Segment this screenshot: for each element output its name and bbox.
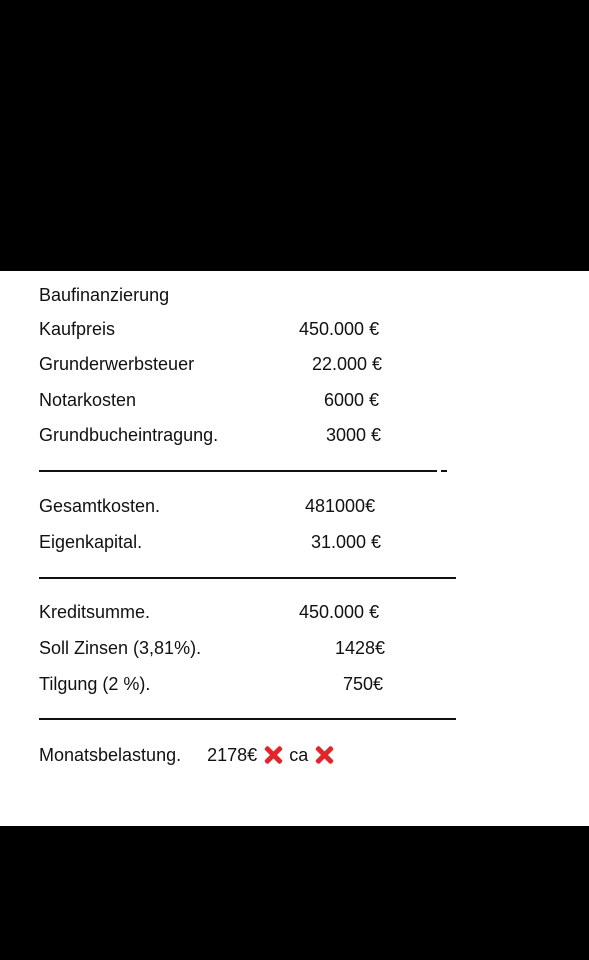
cost-row-kaufpreis [39,319,419,345]
row-label: Gesamtkosten. [39,496,161,516]
row-label: Kreditsumme. [39,602,151,622]
cost-row-grunderwerbsteuer [39,354,419,380]
total-value: 2178€ [207,744,258,765]
row-value: 750€ [343,674,384,694]
row-value: 31.000 € [311,532,382,552]
row-value: 450.000 € [299,602,380,622]
total-label: Monatsbelastung. [39,744,182,765]
cross-mark-icon [313,744,335,766]
row-value: 481000€ [305,496,376,516]
row-label: Notarkosten [39,390,137,410]
note-document [0,271,589,826]
credit-row-kreditsumme [39,602,419,628]
separator-line [39,718,456,720]
separator-line [39,470,437,472]
credit-row-soll-zinsen [39,638,419,664]
separator-line [39,577,456,579]
row-label: Tilgung (2 %). [39,674,151,694]
cost-row-grundbucheintragung [39,425,419,451]
row-label: Grundbucheintragung. [39,425,219,445]
row-label: Eigenkapital. [39,532,143,552]
cost-row-notarkosten [39,390,419,416]
summary-row-eigenkapital [39,532,419,558]
row-value: 450.000 € [299,319,380,339]
row-label: Grunderwerbsteuer [39,354,195,374]
row-label: Soll Zinsen (3,81%). [39,638,202,658]
row-value: 22.000 € [312,354,383,374]
total-approx: ca [289,744,309,765]
bottom-black-bar [0,826,589,960]
total-row-monatsbelastung [39,744,335,766]
row-label: Kaufpreis [39,319,116,339]
summary-row-gesamtkosten [39,496,419,522]
row-value: 6000 € [324,390,380,410]
top-black-bar [0,0,589,271]
row-value: 3000 € [326,425,382,445]
document-title: Baufinanzierung [39,285,170,305]
row-value: 1428€ [335,638,386,658]
separator-dash [441,470,447,472]
cross-mark-icon [262,744,284,766]
credit-row-tilgung [39,674,419,700]
